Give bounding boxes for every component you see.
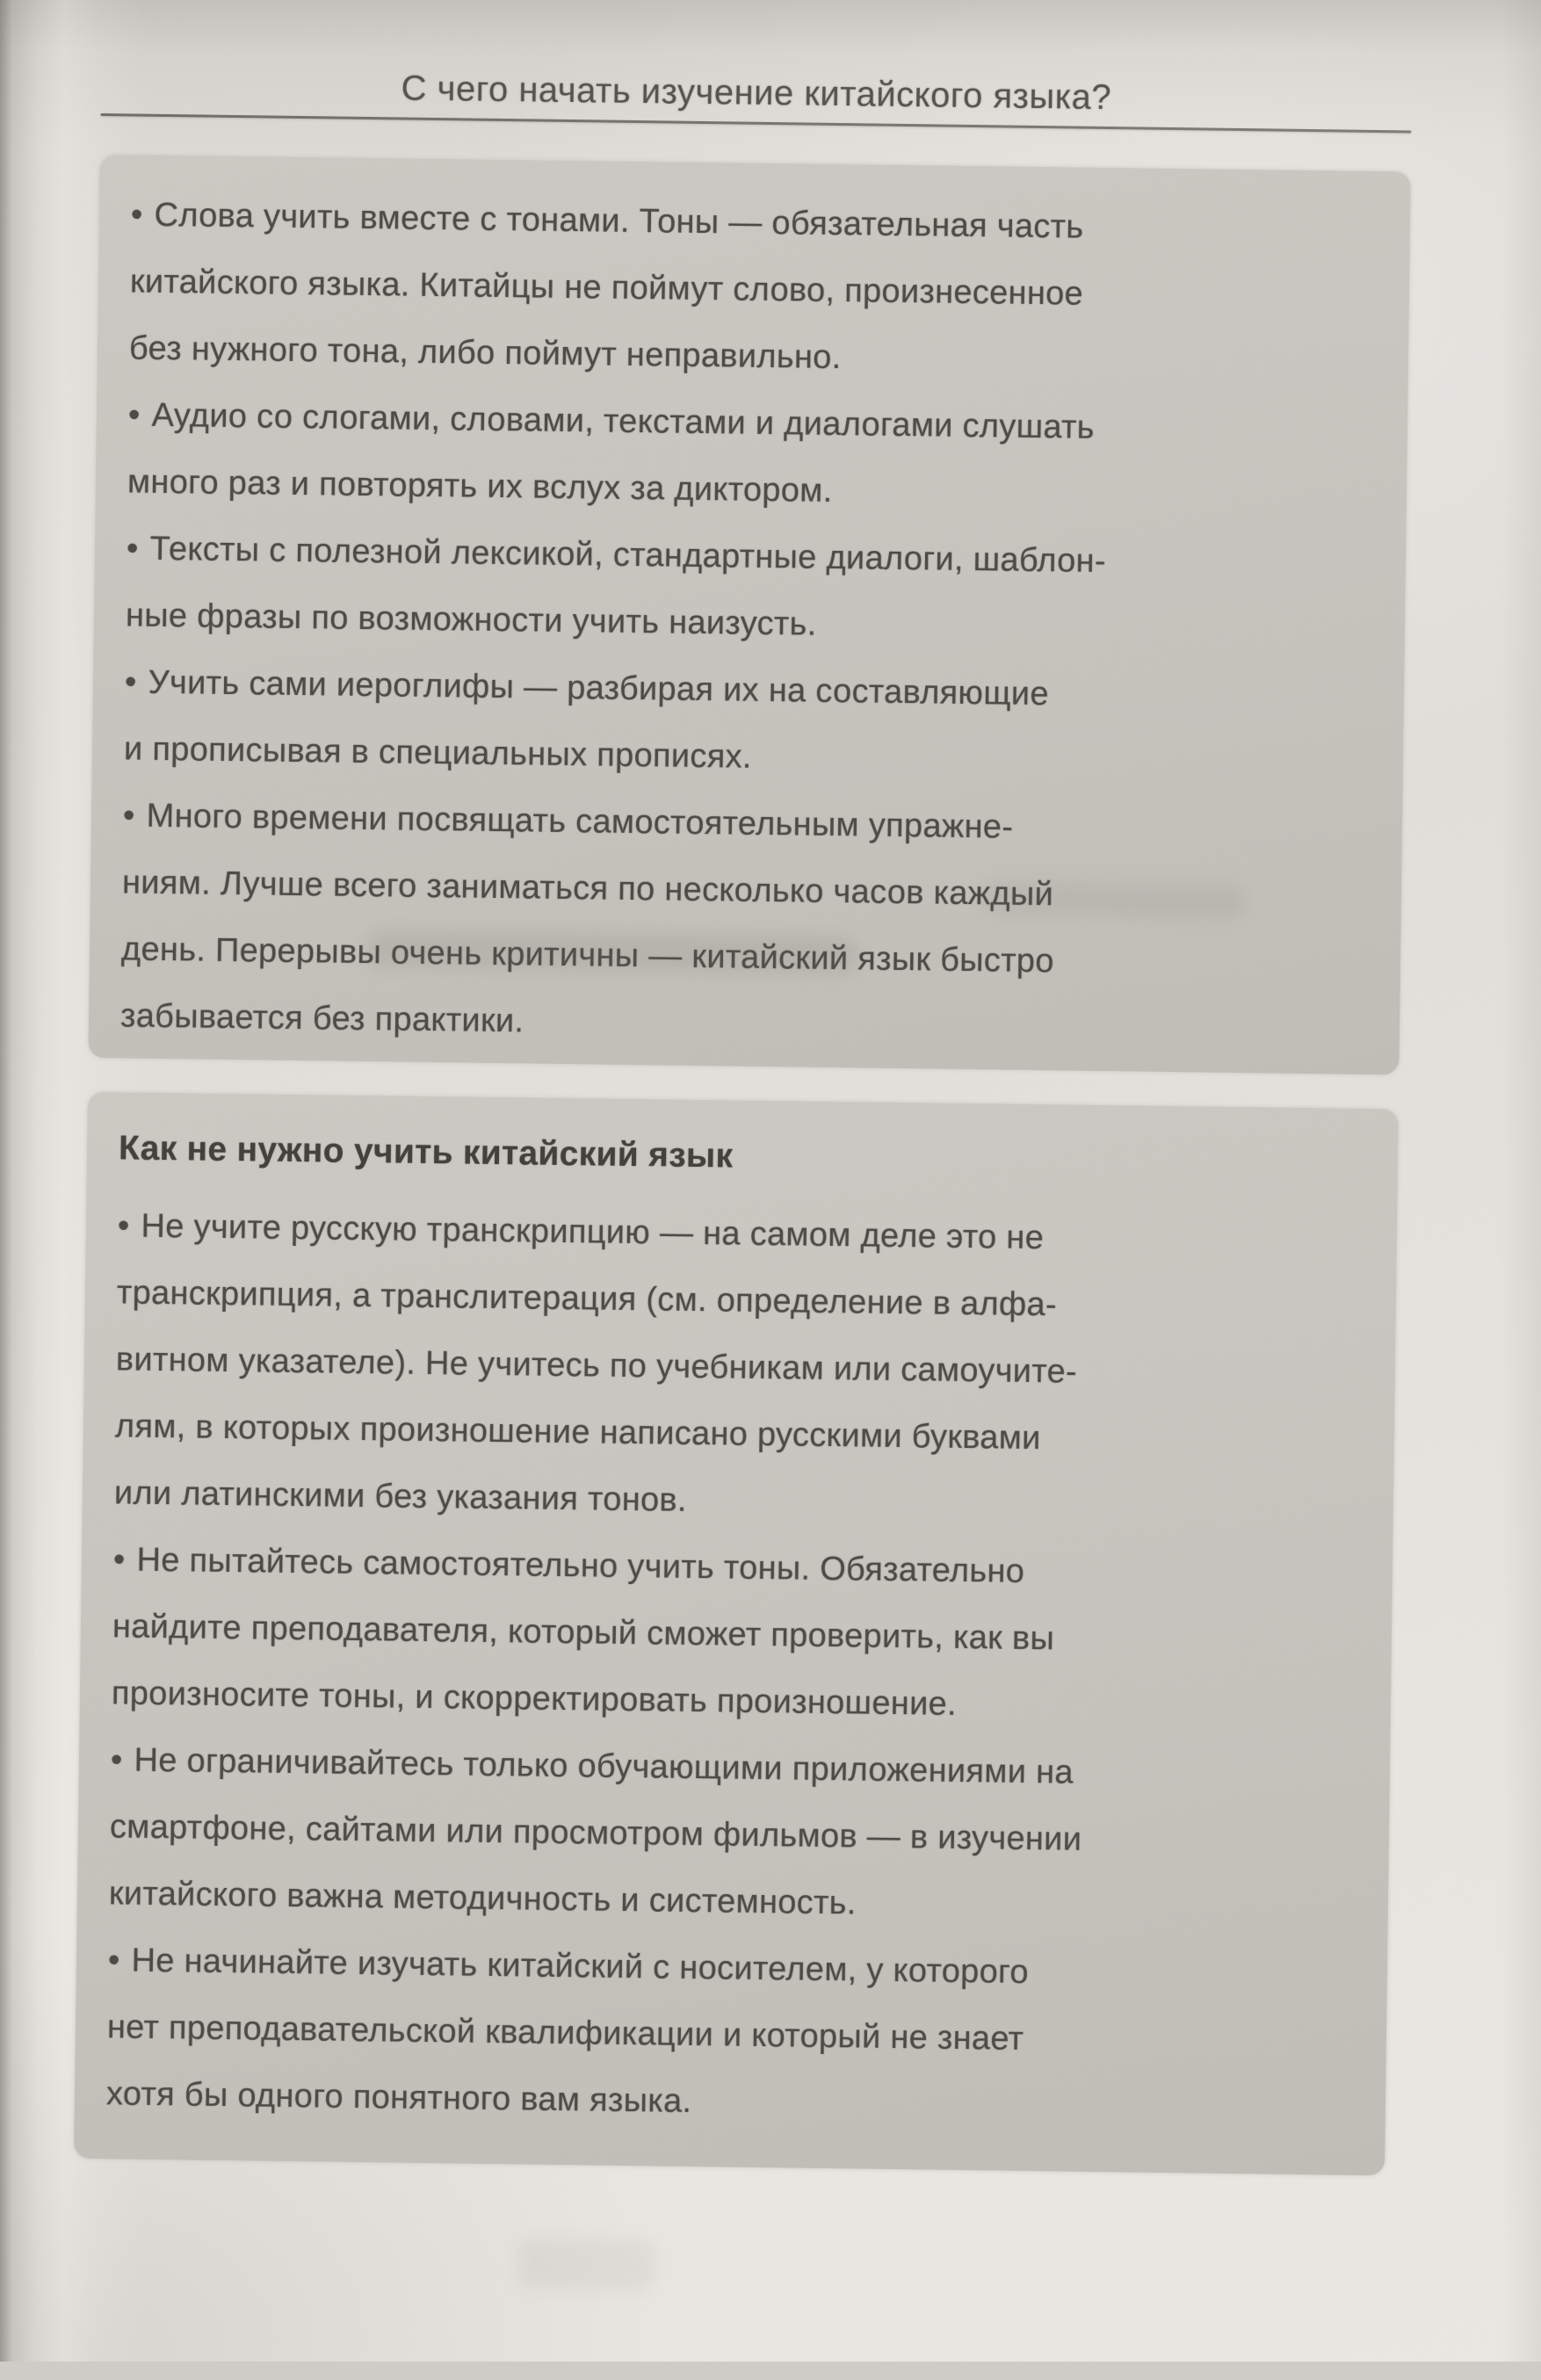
list-item	[120, 782, 1364, 1065]
list-item	[111, 1526, 1354, 1742]
bullet-icon: •	[122, 797, 135, 835]
bullet-icon: •	[110, 1741, 123, 1779]
bullet-icon: •	[112, 1541, 126, 1579]
list-item	[128, 181, 1371, 397]
list-item-text: Учить сами иероглифы — разбирая их на составляющие и прописывая в специальных прописях.	[123, 663, 1050, 776]
donts-box	[74, 1092, 1399, 2175]
list-item-text: Слова учить вместе с тонами. Тоны — обязательная часть китайского языка. Китайцы не поймут слово, произнесенное без нужного тона, либо поймут неправильно.	[128, 196, 1084, 377]
donts-box-heading: Как не нужно учить китайский язык	[118, 1129, 734, 1176]
list-item-text: Тексты с полезной лексикой, стандартные диалоги, шаблон- ные фразы по возможности учить наизусть.	[125, 530, 1107, 643]
list-item	[108, 1726, 1351, 1942]
bullet-icon: •	[117, 1207, 130, 1245]
list-item	[105, 1927, 1349, 2143]
list-item	[126, 515, 1368, 664]
bullet-icon: •	[130, 196, 143, 234]
list-item	[127, 381, 1370, 531]
page-title: С чего начать изучение китайского языка?	[401, 69, 1112, 118]
bullet-icon: •	[126, 530, 139, 568]
list-item-text: Не начинайте изучать китайский с носителем, у которого нет преподавательской квалификации и который не знает хотя бы одного понятного вам языка.	[105, 1942, 1030, 2120]
list-item	[113, 1192, 1358, 1542]
bullet-icon: •	[107, 1942, 120, 1979]
list-item-text: Много времени посвящать самостоятельным упражне- ниям. Лучше всего заниматься по несколько часов каждый день. Перерывы очень критичны — китайский язык быстро забывается без практики.	[119, 797, 1055, 1040]
list-item-text: Аудио со слогами, словами, текстами и диалогами слушать много раз и повторять их вслух за диктором.	[127, 396, 1096, 510]
list-item	[124, 648, 1366, 798]
list-item-text: Не учите русскую транскрипцию — на самом деле это не транскрипция, а транслитерация (см. определение в алфа- витном указателе). Не учитесь по учебникам или самоучите- лям, в которых произношение написано русскими буквами или латинскими без указания тонов.	[113, 1207, 1078, 1519]
study-tips-box	[88, 155, 1410, 1074]
bullet-icon: •	[127, 396, 141, 434]
list-item-text: Не пытайтесь самостоятельно учить тоны. Обязательно найдите преподавателя, который сможет проверить, как вы произносите тоны, и скорректировать произношение.	[111, 1541, 1055, 1723]
bleed-through-ghost	[516, 2237, 657, 2291]
bullet-icon: •	[124, 663, 137, 701]
list-item-text: Не ограничивайтесь только обучающими приложениями на смартфоне, сайтами или просмотром фильмов — в изучении китайского важна методичность и системность.	[108, 1741, 1082, 1922]
